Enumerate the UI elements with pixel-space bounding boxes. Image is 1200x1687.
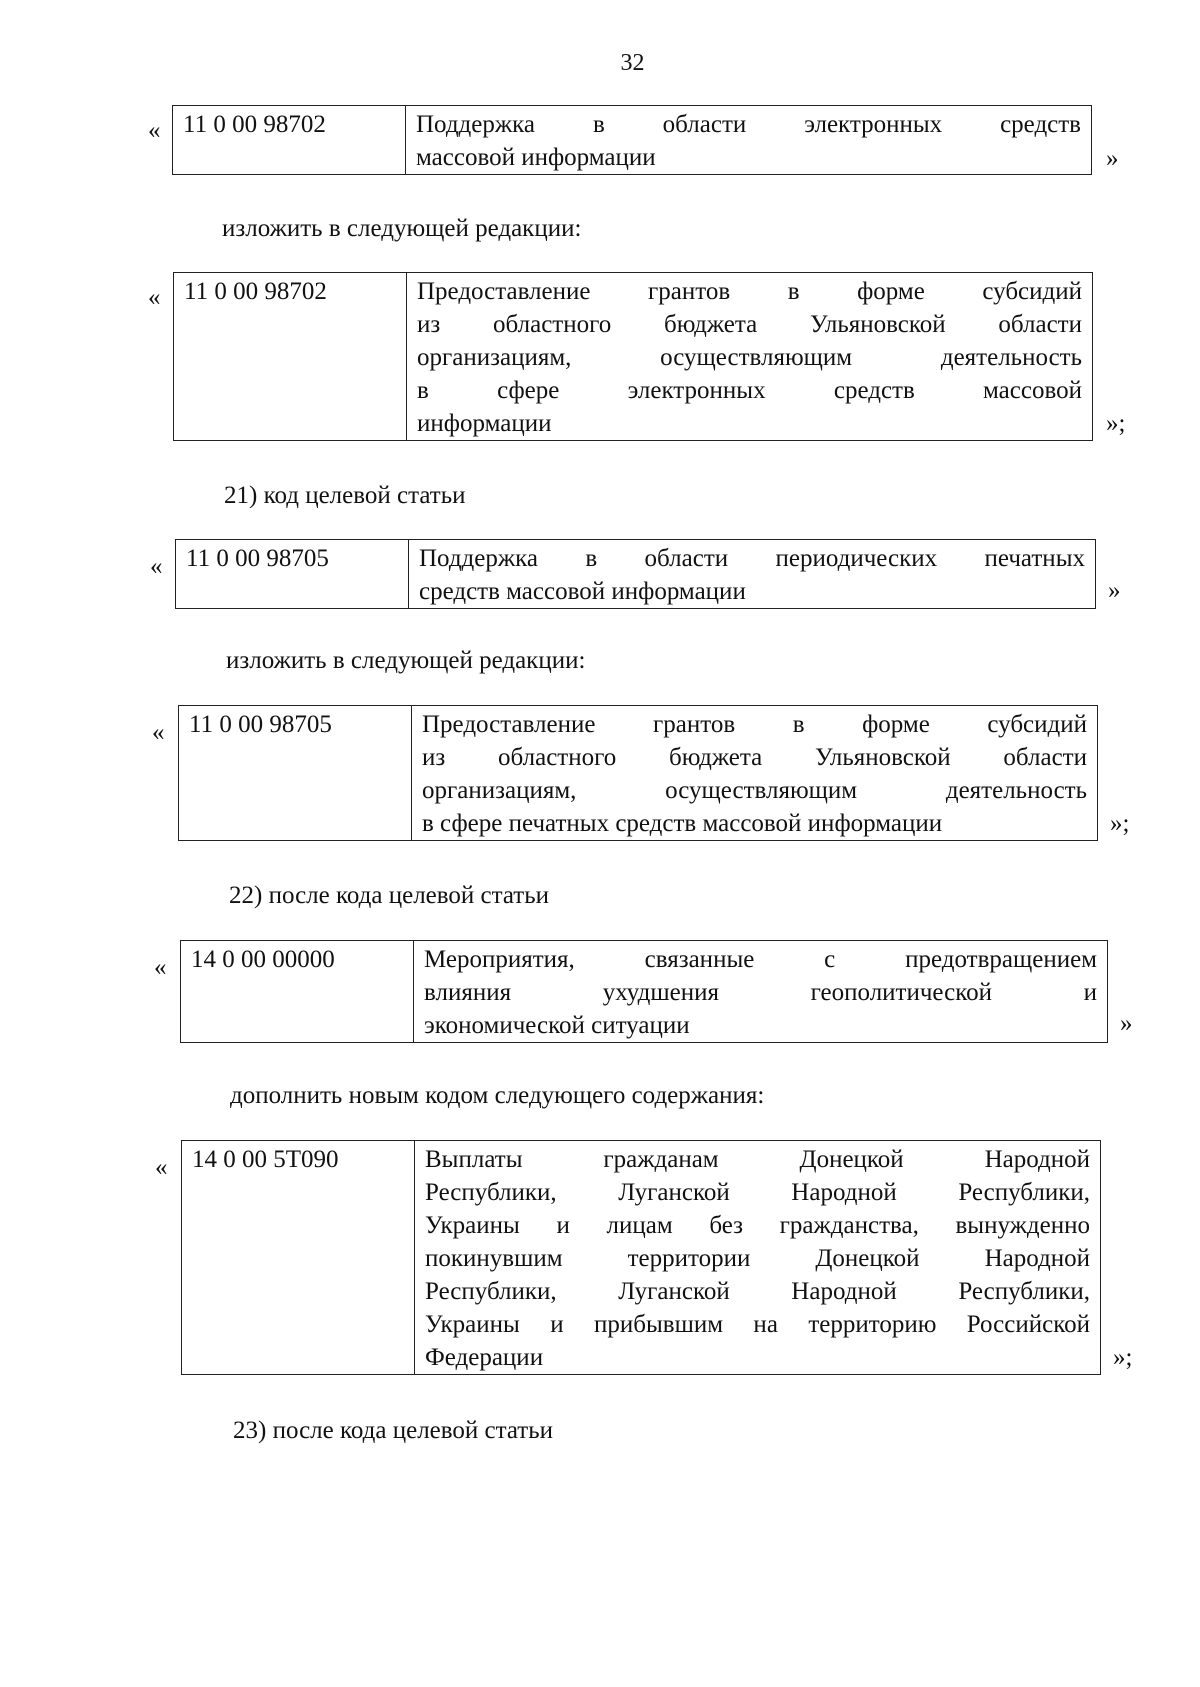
opening-quote: « xyxy=(152,719,165,746)
opening-quote: « xyxy=(148,117,161,144)
description-line: из областного бюджета Ульяновской области xyxy=(417,311,1082,338)
description-line: в сфере печатных средств массовой информации xyxy=(422,810,943,837)
description-line: средств массовой информации xyxy=(419,578,746,605)
opening-quote: « xyxy=(150,553,163,580)
instruction-paragraph: 22) после кода целевой статьи xyxy=(229,882,550,909)
instruction-paragraph: дополнить новым кодом следующего содержания: xyxy=(230,1082,765,1109)
closing-quote: » xyxy=(1120,1010,1133,1037)
instruction-paragraph: 21) код целевой статьи xyxy=(224,482,466,509)
closing-quote: »; xyxy=(1106,410,1126,437)
page-number: 32 xyxy=(620,50,645,76)
description-line: покинувшим территории Донецкой Народной xyxy=(425,1245,1090,1272)
target-description xyxy=(412,706,1098,841)
target-code: 14 0 00 00000 xyxy=(181,941,414,1043)
closing-quote: »; xyxy=(1113,1344,1133,1371)
closing-quote: » xyxy=(1106,145,1119,172)
table-row xyxy=(176,540,1096,609)
description-line: из областного бюджета Ульяновской области xyxy=(422,744,1087,771)
description-line: Предоставление грантов в форме субсидий xyxy=(422,711,1087,738)
target-code: 11 0 00 98705 xyxy=(179,706,412,841)
target-code: 11 0 00 98702 xyxy=(174,273,407,441)
table-row xyxy=(174,273,1093,441)
description-line: в сфере электронных средств массовой xyxy=(417,377,1082,404)
code-table xyxy=(172,105,1092,175)
table-row xyxy=(173,106,1092,175)
description-line: Республики, Луганской Народной Республики, xyxy=(425,1179,1090,1206)
instruction-paragraph: изложить в следующей редакции: xyxy=(226,647,586,674)
table-row xyxy=(181,941,1108,1043)
description-line: Республики, Луганской Народной Республики, xyxy=(425,1278,1090,1305)
closing-quote: »; xyxy=(1110,810,1130,837)
target-description xyxy=(409,540,1096,609)
description-line: Поддержка в области периодических печатных xyxy=(419,545,1085,572)
opening-quote: « xyxy=(154,954,167,981)
description-line: Поддержка в области электронных средств xyxy=(416,111,1081,138)
target-code: 11 0 00 98702 xyxy=(173,106,406,175)
code-table xyxy=(180,940,1108,1043)
code-table xyxy=(178,705,1098,841)
code-table xyxy=(175,539,1096,609)
closing-quote: » xyxy=(1108,577,1121,604)
description-line: Украины и прибывшим на территорию Российской xyxy=(425,1311,1090,1338)
description-line: Предоставление грантов в форме субсидий xyxy=(417,278,1082,305)
code-table xyxy=(173,272,1093,441)
target-description xyxy=(415,1141,1101,1375)
opening-quote: « xyxy=(148,284,161,311)
target-description xyxy=(414,941,1108,1043)
description-line: Мероприятия, связанные с предотвращением xyxy=(424,946,1097,973)
description-line: Выплаты гражданам Донецкой Народной xyxy=(425,1146,1090,1173)
table-row xyxy=(179,706,1098,841)
code-table xyxy=(181,1140,1101,1375)
description-line: информации xyxy=(417,410,552,437)
description-line: организациям, осуществляющим деятельность xyxy=(417,344,1082,371)
opening-quote: « xyxy=(155,1154,168,1181)
target-code: 14 0 00 5Т090 xyxy=(182,1141,415,1375)
description-line: влияния ухудшения геополитической и xyxy=(424,979,1097,1006)
description-line: Федерации xyxy=(425,1344,544,1371)
table-row xyxy=(182,1141,1101,1375)
target-description xyxy=(406,106,1092,175)
instruction-paragraph: 23) после кода целевой статьи xyxy=(233,1417,554,1444)
description-line: массовой информации xyxy=(416,144,656,171)
description-line: Украины и лицам без гражданства, вынужденно xyxy=(425,1212,1090,1239)
description-line: организациям, осуществляющим деятельность xyxy=(422,777,1087,804)
target-code: 11 0 00 98705 xyxy=(176,540,409,609)
instruction-paragraph: изложить в следующей редакции: xyxy=(222,215,582,242)
description-line: экономической ситуации xyxy=(424,1012,690,1039)
target-description xyxy=(407,273,1093,441)
